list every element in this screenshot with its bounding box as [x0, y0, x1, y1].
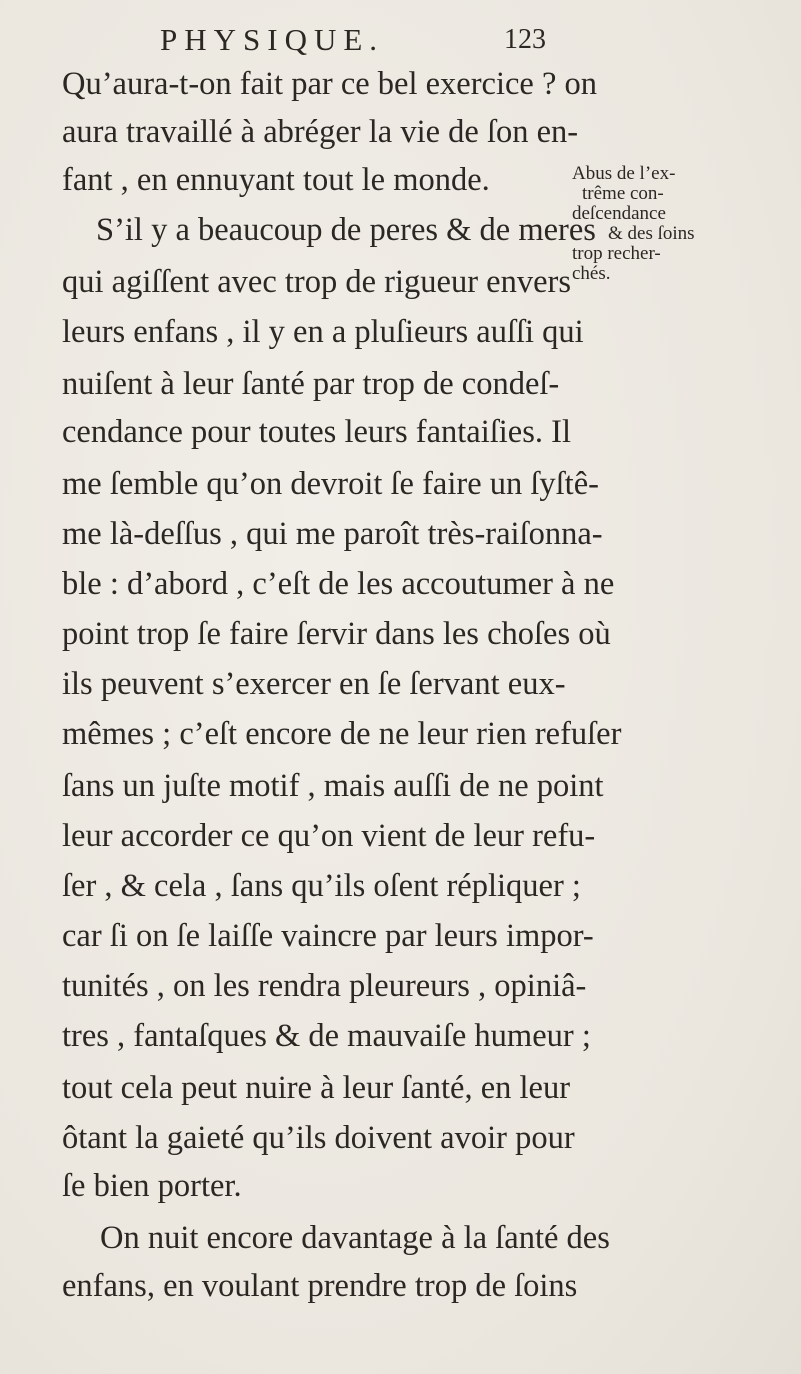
page-number: 123 — [504, 24, 546, 55]
text-line: ſer , & cela , ſans qu’ils oſent répliquer ; — [62, 868, 581, 904]
running-title: PHYSIQUE. — [160, 22, 385, 57]
text-line: nuiſent à leur ſanté par trop de condeſ- — [62, 366, 560, 402]
margin-note-line: trop recher- — [572, 243, 661, 264]
text-line: mêmes ; c’eſt encore de ne leur rien refuſer — [62, 716, 622, 752]
text-line: aura travaillé à abréger la vie de ſon en- — [62, 114, 579, 150]
text-line: ble : d’abord , c’eſt de les accoutumer à ne — [62, 566, 615, 602]
text-line: qui agiſſent avec trop de rigueur envers — [62, 264, 571, 300]
text-line: ôtant la gaieté qu’ils doivent avoir pour — [62, 1120, 575, 1156]
text-line: car ſi on ſe laiſſe vaincre par leurs impor- — [62, 918, 594, 954]
margin-note-line: Abus de l’ex- — [572, 163, 676, 184]
text-line: leur accorder ce qu’on vient de leur refu- — [62, 818, 596, 854]
text-line: enfans, en voulant prendre trop de ſoins — [62, 1268, 578, 1304]
text-line: S’il y a beaucoup de peres & de meres — [96, 212, 596, 248]
text-line: point trop ſe faire ſervir dans les choſes où — [62, 616, 611, 652]
text-line: On nuit encore davantage à la ſanté des — [100, 1220, 610, 1256]
margin-note — [572, 164, 794, 284]
text-line: tunités , on les rendra pleureurs , opiniâ- — [62, 968, 587, 1004]
text-line: ſans un juſte motif , mais auſſi de ne point — [62, 768, 604, 804]
text-line: cendance pour toutes leurs fantaiſies. Il — [62, 414, 571, 450]
text-line: tout cela peut nuire à leur ſanté, en leur — [62, 1070, 571, 1106]
text-line: me là-deſſus , qui me paroît très-raiſonna- — [62, 516, 603, 552]
text-line: leurs enfans , il y en a pluſieurs auſſi qui — [62, 314, 584, 350]
text-line: me ſemble qu’on devroit ſe faire un ſyſtê- — [62, 466, 599, 502]
margin-note-line: & des ſoins — [608, 223, 695, 244]
margin-note-line: chés. — [572, 263, 611, 284]
text-line: fant , en ennuyant tout le monde. — [62, 162, 490, 198]
text-line: ils peuvent s’exercer en ſe ſervant eux- — [62, 666, 566, 702]
text-line: Qu’aura-t-on fait par ce bel exercice ? on — [62, 66, 598, 102]
text-line: tres , fantaſques & de mauvaiſe humeur ; — [62, 1018, 591, 1054]
margin-note-line: deſcendance — [572, 203, 666, 224]
text-line: ſe bien porter. — [62, 1168, 242, 1204]
margin-note-line: trême con- — [582, 183, 664, 204]
